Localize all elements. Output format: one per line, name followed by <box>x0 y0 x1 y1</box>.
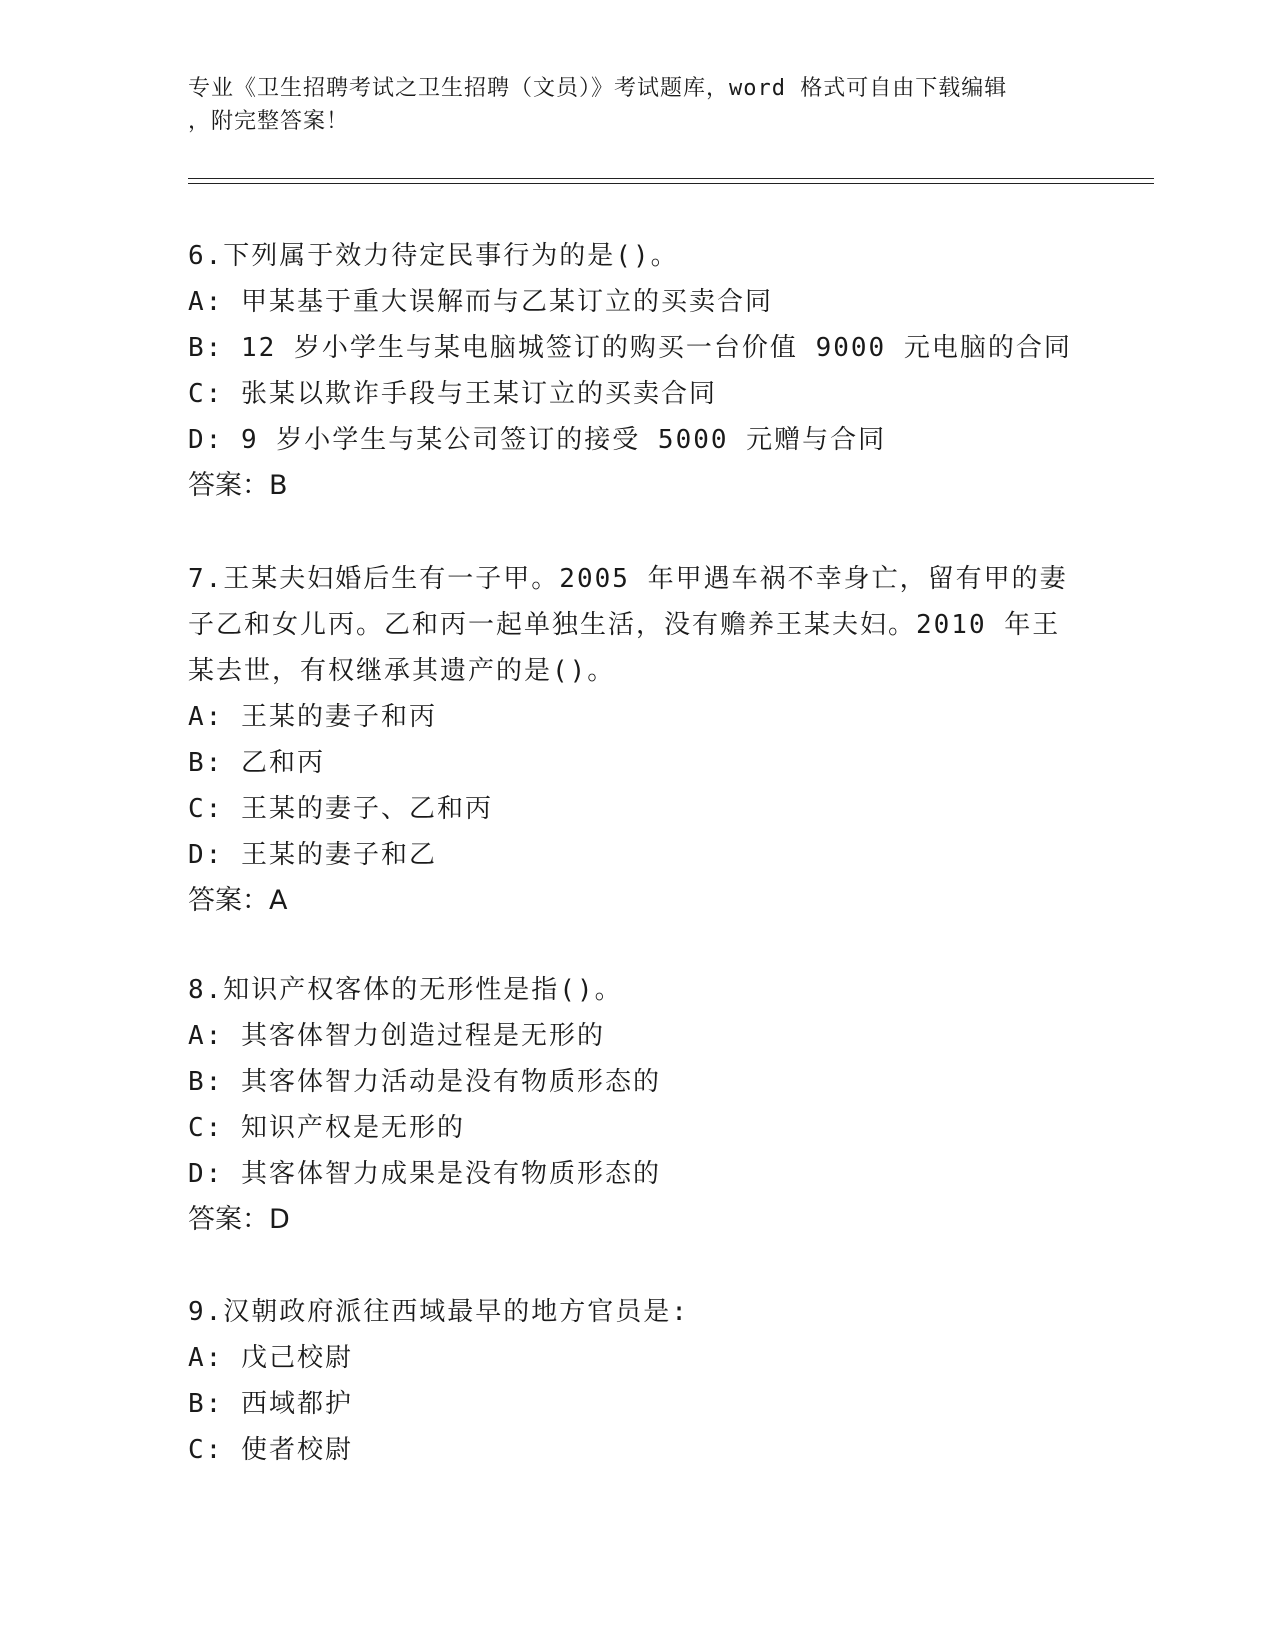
option-b: B: 乙和丙 <box>188 748 325 778</box>
question-6 <box>188 233 1088 509</box>
question-9 <box>188 1289 1088 1473</box>
option-a: A: 其客体智力创造过程是无形的 <box>188 1021 605 1051</box>
question-stem: 8.知识产权客体的无形性是指()。 <box>188 975 623 1005</box>
question-stem: 7.王某夫妇婚后生有一子甲。2005 年甲遇车祸不幸身亡，留有甲的妻 <box>188 564 1068 594</box>
header-line-2: ，附完整答案！ <box>188 109 350 134</box>
option-a: A: 王某的妻子和丙 <box>188 702 437 732</box>
option-b: B: 西域都护 <box>188 1389 353 1419</box>
option-d: D: 其客体智力成果是没有物质形态的 <box>188 1159 661 1189</box>
option-c: C: 王某的妻子、乙和丙 <box>188 794 493 824</box>
answer: 答案：B <box>188 470 288 501</box>
header-divider <box>188 178 1154 179</box>
header-line-1: 专业《卫生招聘考试之卫生招聘（文员）》考试题库，word 格式可自由下载编辑 <box>188 76 1008 101</box>
option-d: D: 9 岁小学生与某公司签订的接受 5000 元赠与合同 <box>188 425 887 455</box>
question-8 <box>188 967 1088 1243</box>
option-c: C: 张某以欺诈手段与王某订立的买卖合同 <box>188 379 717 409</box>
option-b: B: 其客体智力活动是没有物质形态的 <box>188 1067 661 1097</box>
question-stem: 某去世，有权继承其遗产的是()。 <box>188 656 616 686</box>
option-c: C: 使者校尉 <box>188 1435 353 1465</box>
answer: 答案：D <box>188 1204 290 1235</box>
answer: 答案：A <box>188 885 288 916</box>
question-stem: 9.汉朝政府派往西域最早的地方官员是: <box>188 1297 689 1327</box>
question-stem: 子乙和女儿丙。乙和丙一起单独生活，没有赡养王某夫妇。2010 年王 <box>188 610 1061 640</box>
option-a: A: 甲某基于重大误解而与乙某订立的买卖合同 <box>188 287 773 317</box>
option-c: C: 知识产权是无形的 <box>188 1113 465 1143</box>
option-a: A: 戊己校尉 <box>188 1343 353 1373</box>
question-7 <box>188 556 1088 924</box>
document-header <box>188 72 1088 138</box>
option-d: D: 王某的妻子和乙 <box>188 840 437 870</box>
option-b: B: 12 岁小学生与某电脑城签订的购买一台价值 9000 元电脑的合同 <box>188 333 1072 363</box>
question-stem: 6.下列属于效力待定民事行为的是()。 <box>188 241 679 271</box>
header-divider <box>188 183 1154 184</box>
